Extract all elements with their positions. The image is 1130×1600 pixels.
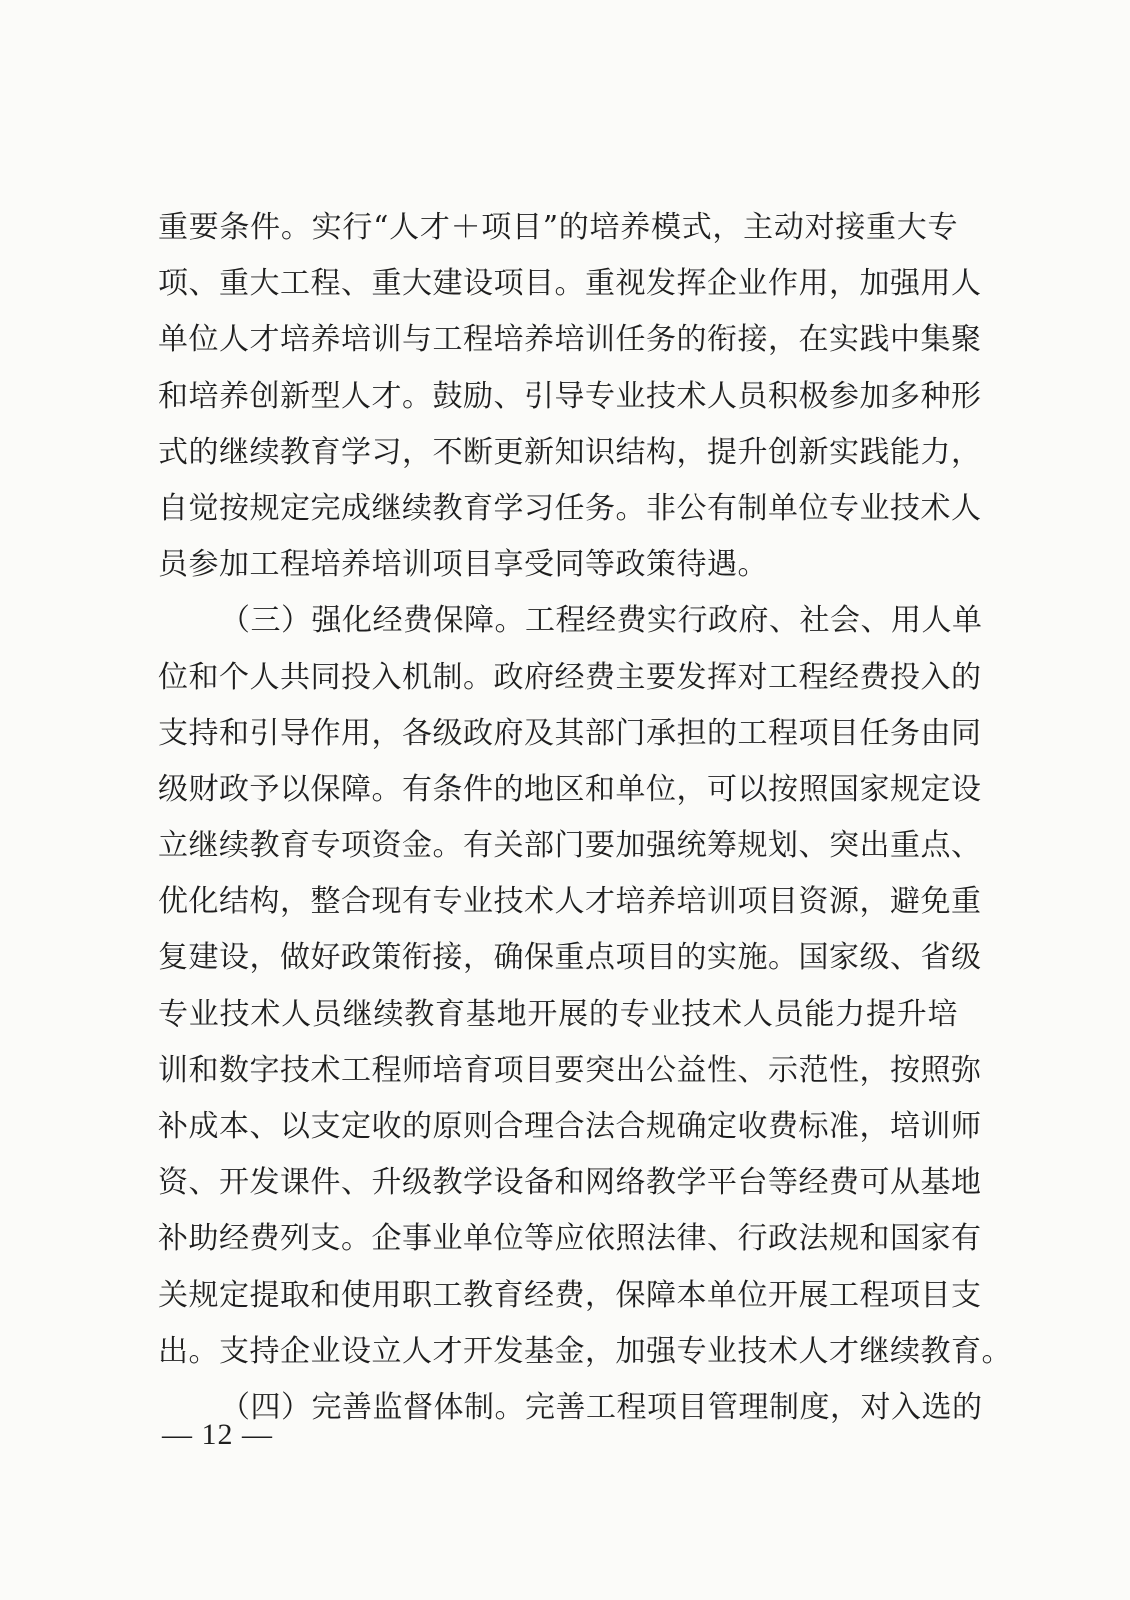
text-line: 立继续教育专项资金。有关部门要加强统筹规划、突出重点、 [158, 828, 982, 864]
text-line: 单位人才培养培训与工程培养培训任务的衔接，在实践中集聚 [158, 322, 982, 358]
body-text [158, 200, 1012, 1436]
text-line: 关规定提取和使用职工教育经费，保障本单位开展工程项目支 [158, 1277, 982, 1313]
text-line: 出。支持企业设立人才开发基金，加强专业技术人才继续教育。 [158, 1333, 1012, 1369]
text-line: 级财政予以保障。有条件的地区和单位，可以按照国家规定设 [158, 771, 982, 807]
text-line: 专业技术人员继续教育基地开展的专业技术人员能力提升培 [158, 996, 958, 1032]
text-line: 补助经费列支。企事业单位等应依照法律、行政法规和国家有 [158, 1221, 982, 1257]
text-line: 式的继续教育学习，不断更新知识结构，提升创新实践能力， [158, 434, 982, 470]
page-number: — 12 — [162, 1418, 273, 1451]
text-line: 自觉按规定完成继续教育学习任务。非公有制单位专业技术人 [158, 490, 982, 526]
text-line: 重要条件。实行“人才＋项目”的培养模式，主动对接重大专 [158, 210, 958, 245]
text-line: 复建设，做好政策衔接，确保重点项目的实施。国家级、省级 [158, 940, 982, 976]
text-line: 训和数字技术工程师培育项目要突出公益性、示范性，按照弥 [158, 1052, 982, 1088]
text-line: 补成本、以支定收的原则合理合法合规确定收费标准，培训师 [158, 1109, 982, 1144]
section-heading-line: （三）强化经费保障。工程经费实行政府、社会、用人单 [220, 603, 983, 639]
section-heading-line: （四）完善监督体制。完善工程项目管理制度，对入选的 [220, 1389, 983, 1425]
text-line: 位和个人共同投入机制。政府经费主要发挥对工程经费投入的 [158, 659, 982, 695]
text-line: 员参加工程培养培训项目享受同等政策待遇。 [158, 547, 768, 583]
text-line: 和培养创新型人才。鼓励、引导专业技术人员积极参加多种形 [158, 378, 982, 414]
text-line: 资、开发课件、升级教学设备和网络教学平台等经费可从基地 [158, 1165, 982, 1201]
text-line: 项、重大工程、重大建设项目。重视发挥企业作用，加强用人 [158, 266, 982, 302]
text-line: 支持和引导作用，各级政府及其部门承担的工程项目任务由同 [158, 715, 982, 751]
text-line: 优化结构，整合现有专业技术人才培养培训项目资源，避免重 [158, 884, 982, 920]
